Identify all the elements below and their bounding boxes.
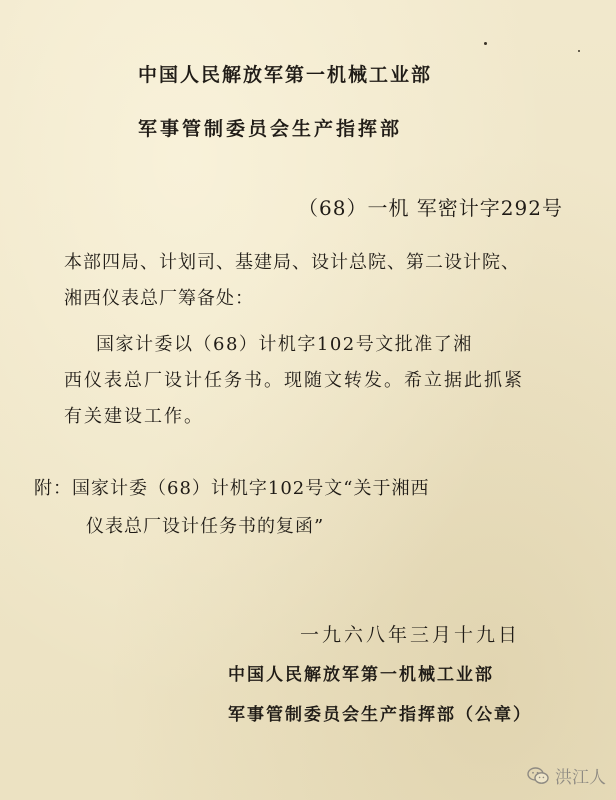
body-line-3: 有关建设工作。 <box>64 406 204 427</box>
watermark <box>527 763 606 788</box>
document-number: （68）一机 军密计字292号 <box>298 196 563 220</box>
header-line-1: 中国人民解放军第一机械工业部 <box>138 64 433 86</box>
body-line-2: 西仪表总厂设计任务书。现随文转发。希立据此抓紧 <box>64 370 524 391</box>
paper-speck <box>484 42 487 45</box>
wechat-icon <box>527 767 549 785</box>
attachment-line-2: 仪表总厂设计任务书的复函” <box>86 516 325 537</box>
body-line-1: 国家计委以（68）计机字102号文批准了湘 <box>96 334 473 355</box>
signature-line-1: 中国人民解放军第一机械工业部 <box>228 665 494 685</box>
signature-line-2: 军事管制委员会生产指挥部（公章） <box>228 705 532 725</box>
recipients-line-1: 本部四局、计划司、基建局、设计总院、第二设计院、 <box>64 252 520 273</box>
header-line-2: 军事管制委员会生产指挥部 <box>138 118 403 140</box>
watermark-text: 洪江人 <box>555 768 606 788</box>
document-date: 一九六八年三月十九日 <box>300 624 521 646</box>
attachment-line-1: 附：国家计委（68）计机字102号文“关于湘西 <box>34 478 430 499</box>
recipients-line-2: 湘西仪表总厂筹备处： <box>64 288 254 309</box>
paper-speck <box>578 50 580 52</box>
